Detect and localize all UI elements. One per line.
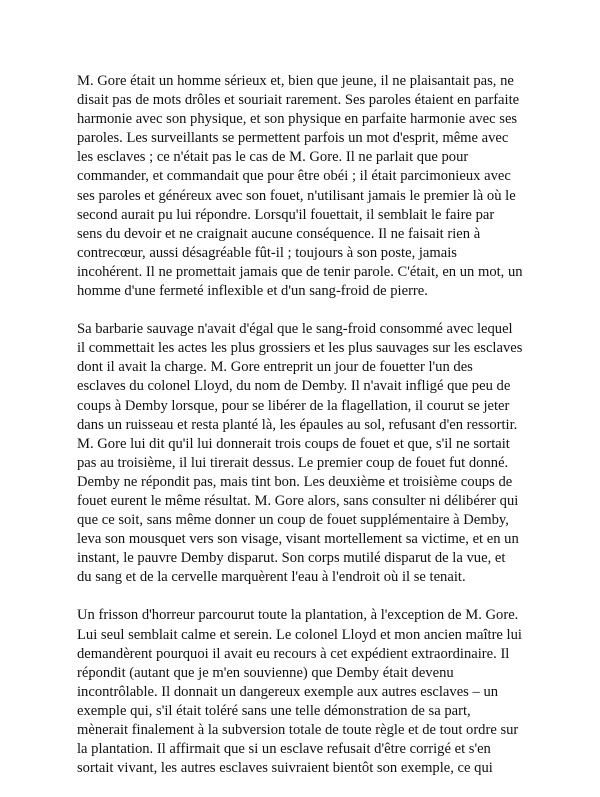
text-line: commander, et commandait que pour être obéi ; il était parcimonieux avec — [77, 168, 511, 185]
text-line: exemple qui, s'il était toléré sans une telle démonstration de sa part, — [77, 702, 471, 719]
text-line: Demby ne répondit pas, mais tint bon. Les deuxième et troisième coups de — [77, 473, 513, 490]
text-line: Un frisson d'horreur parcourut toute la plantation, à l'exception de M. Gore. — [77, 607, 519, 624]
text-line: fouet eurent le même résultat. M. Gore alors, sans consulter ni délibérer qui — [77, 492, 519, 509]
text-line: sortait vivant, les autres esclaves suivraient bientôt son exemple, ce qui — [77, 760, 493, 777]
text-line: M. Gore lui dit qu'il lui donnerait trois coups de fouet et que, s'il ne sortait — [77, 435, 510, 452]
text-line: second aurait pu lui répondre. Lorsqu'il fouettait, il semblait le faire par — [77, 206, 495, 223]
paragraph-2 — [77, 320, 537, 587]
text-line: Sa barbarie sauvage n'avait d'égal que le sang-froid consommé avec lequel — [77, 321, 513, 338]
text-line: la plantation. Il affirmait que si un esclave refusait d'être corrigé et s'en — [77, 741, 491, 758]
text-line: répondit (autant que je m'en souvienne) que Demby était devenu — [77, 664, 454, 681]
text-line: mènerait finalement à la subversion totale de toute règle et de tout ordre sur — [77, 722, 519, 738]
text-line: esclaves du colonel Lloyd, du nom de Demby. Il n'avait infligé que peu de — [77, 378, 511, 395]
text-line: harmonie avec son physique, et son physique en parfaite harmonie avec ses — [77, 111, 518, 128]
text-line: il commettait les actes les plus grossiers et les plus sauvages sur les esclaves — [77, 340, 523, 357]
text-line: M. Gore était un homme sérieux et, bien que jeune, il ne plaisantait pas, ne — [77, 73, 514, 89]
body-text — [77, 72, 537, 797]
text-line: du sang et de la cervelle marquèrent l'eau à l'endroit où il se tenait. — [77, 569, 466, 586]
paragraph-1 — [77, 72, 537, 301]
text-line: demandèrent pourquoi il avait eu recours à cet expédient extraordinaire. Il — [77, 645, 510, 662]
text-line: disait pas de mots drôles et souriait rarement. Ses paroles étaient en parfaite — [77, 92, 520, 109]
text-line: leva son mousquet vers son visage, visant mortellement sa victime, et en un — [77, 531, 519, 548]
text-line: pas au troisième, il lui tirerait dessus. Le premier coup de fouet fut donné. — [77, 454, 509, 471]
text-line: dans un ruisseau et resta planté là, les épaules au sol, refusant d'en ressortir. — [77, 416, 518, 433]
text-line: homme d'une fermeté inflexible et d'un sang-froid de pierre. — [77, 283, 428, 300]
text-line: dont il avait la charge. M. Gore entreprit un jour de fouetter l'un des — [77, 359, 473, 376]
text-line: paroles. Les surveillants se permettent parfois un mot d'esprit, même avec — [77, 130, 509, 147]
text-line: sens du devoir et ne craignait aucune conséquence. Il ne faisait rien à — [77, 225, 481, 242]
text-line: les esclaves ; ce n'était pas le cas de M. Gore. Il ne parlait que pour — [77, 149, 469, 166]
text-line: contrecœur, aussi désagréable fût-il ; toujours à son poste, jamais — [77, 244, 457, 261]
text-line: incohérent. Il ne promettait jamais que de tenir parole. C'était, en un mot, un — [77, 263, 523, 280]
text-line: instant, le pauvre Demby disparut. Son corps mutilé disparut de la vue, et — [77, 550, 506, 567]
paragraph-3 — [77, 606, 537, 778]
text-line: incontrôlable. Il donnait un dangereux exemple aux autres esclaves – un — [77, 683, 499, 700]
text-line: ses paroles et généreux avec son fouet, n'utilisant jamais le premier là où le — [77, 187, 516, 204]
text-line: coups à Demby lorsque, pour se libérer de la flagellation, il courut se jeter — [77, 397, 510, 414]
text-line: que ce soit, sans même donner un coup de fouet supplémentaire à Demby, — [77, 512, 509, 529]
text-line: Lui seul semblait calme et serein. Le colonel Lloyd et mon ancien maître lui — [77, 626, 522, 643]
